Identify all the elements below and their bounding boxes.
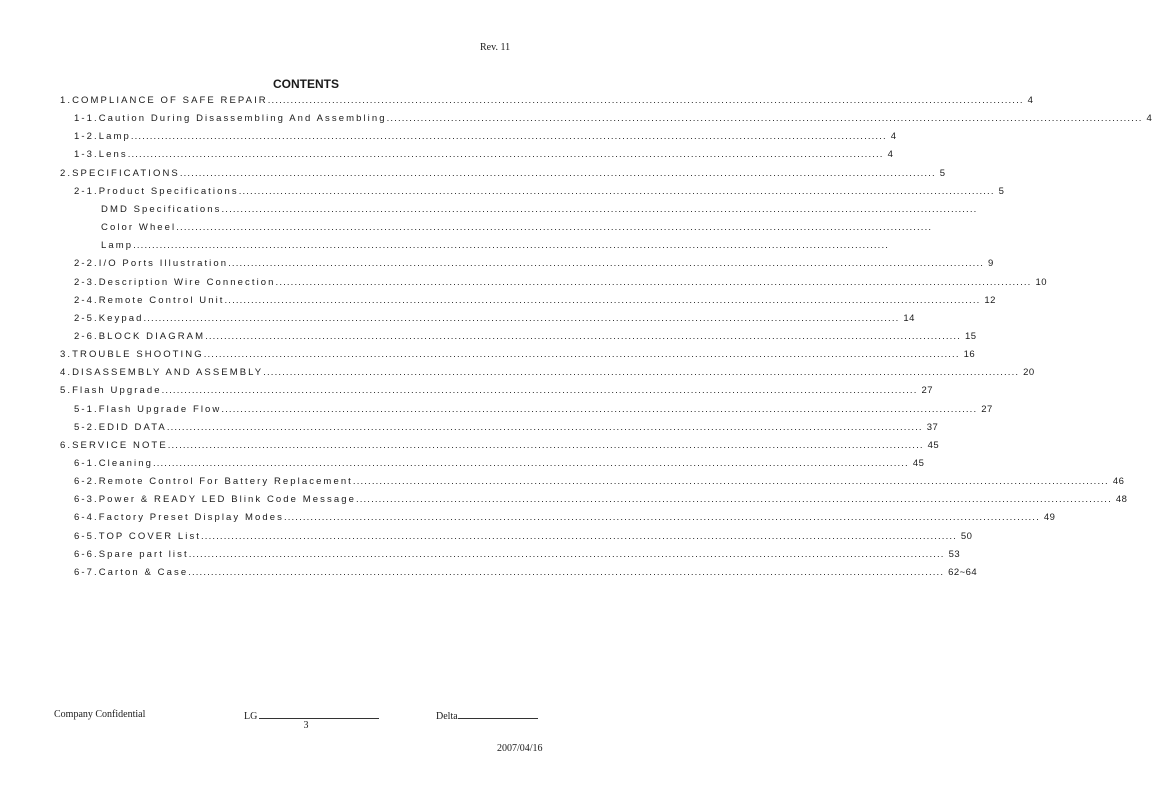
- toc-entry-page: 9: [988, 258, 994, 270]
- toc-entry: [74, 421, 939, 440]
- toc-entry-page: 15: [964, 330, 977, 342]
- toc-entry-label: 5-1.Flash Upgrade Flow: [74, 403, 222, 415]
- toc-leader-dots: ........................................................................................................................................................................................................: [238, 185, 995, 197]
- toc-entry-label: Color Wheel: [101, 222, 177, 234]
- toc-leader-dots: ........................................................................................................................................................................................................: [167, 439, 924, 451]
- toc-leader-dots: ........................................................................................................................................................................................................: [224, 294, 981, 306]
- toc-entry: [74, 494, 1128, 512]
- toc-entry-label: 2-1.Product Specifications: [74, 185, 239, 197]
- delta-signature-line: [458, 709, 538, 719]
- toc-entry-page: 4: [887, 149, 894, 161]
- toc-leader-dots: ........................................................................................................................................................................................................: [166, 421, 923, 433]
- toc-entry-label: 6-7.Carton & Case: [74, 566, 189, 578]
- toc-leader-dots: ........................................................................................................................................................................................................: [188, 548, 945, 560]
- footer-confidential: Company Confidential: [54, 709, 146, 720]
- toc-entry-label: 2-5.Keypad: [74, 312, 144, 324]
- toc-leader-dots: ........................................................................................................................................................................................................: [355, 494, 1112, 506]
- toc-entry-page: 4: [1027, 95, 1034, 106]
- toc-leader-dots: ........................................................................................................................................................................................................: [283, 512, 1040, 524]
- toc-entry-label: 5.Flash Upgrade: [60, 385, 162, 397]
- toc-leader-dots: ........................................................................................................................................................................................................: [263, 367, 1020, 379]
- toc-entry: [74, 512, 1056, 530]
- toc-entry-label: 6-4.Factory Preset Display Modes: [74, 512, 284, 524]
- toc-entry: [74, 548, 961, 567]
- toc-leader-dots: ........................................................................................................................................................................................................: [275, 276, 1032, 288]
- toc-leader-dots: ........................................................................................................................................................................................................: [203, 349, 960, 361]
- toc-entry-label: 4.DISASSEMBLY AND ASSEMBLY: [60, 367, 264, 379]
- toc-leader-dots: ........................................................................................................................................................................................................: [161, 385, 918, 397]
- toc-entry-page: 45: [927, 439, 940, 451]
- toc-leader-dots: ........................................................................................................................................................................................................: [130, 131, 887, 143]
- toc-entry: [74, 131, 897, 149]
- toc-entry-page: 50: [960, 530, 973, 542]
- toc-entry: [74, 276, 1047, 295]
- toc-entry-label: 6-3.Power & READY LED Blink Code Message: [74, 494, 356, 506]
- toc-leader-dots: ........................................................................................................................................................................................................: [152, 458, 909, 469]
- toc-leader-dots: ........................................................................................................................................................................................................: [143, 312, 900, 324]
- toc-entry-label: 1-3.Lens: [74, 149, 128, 161]
- toc-entry-label: 6-6.Spare part list: [74, 548, 189, 560]
- page-number: 3: [303, 720, 309, 731]
- footer-delta-label: Delta: [436, 711, 458, 722]
- toc-entry: [74, 566, 978, 585]
- toc-leader-dots: ........................................................................................................................................................................................................: [176, 222, 933, 234]
- toc-entry-page: 5: [939, 167, 946, 179]
- toc-entry-label: 6.SERVICE NOTE: [60, 439, 168, 451]
- toc-entry-page: 5: [998, 185, 1005, 197]
- toc-entry: [101, 240, 890, 258]
- toc-entry: [74, 185, 1005, 204]
- toc-leader-dots: ........................................................................................................................................................................................................: [228, 258, 985, 270]
- toc-entry: [74, 530, 973, 549]
- toc-entry: [60, 167, 946, 186]
- toc-entry: [60, 439, 940, 458]
- toc-entry: [74, 476, 1125, 494]
- toc-leader-dots: ........................................................................................................................................................................................................: [352, 476, 1109, 488]
- toc-entry: [74, 258, 994, 276]
- toc-entry-label: 2-6.BLOCK DIAGRAM: [74, 330, 206, 342]
- toc-entry-label: 2.SPECIFICATIONS: [60, 167, 180, 179]
- toc-entry-label: 5-2.EDID DATA: [74, 421, 167, 433]
- toc-entry: [60, 385, 934, 403]
- toc-entry: [60, 95, 1034, 113]
- toc-entry-page: 45: [912, 458, 925, 469]
- toc-entry-label: 6-5.TOP COVER List: [74, 530, 202, 542]
- toc-entry: [101, 222, 933, 240]
- toc-entry-page: 10: [1035, 276, 1047, 288]
- toc-entry-label: 2-2.I/O Ports Illustration: [74, 258, 229, 270]
- toc-entry-page: 27: [981, 403, 993, 415]
- toc-entry-label: 1.COMPLIANCE OF SAFE REPAIR: [60, 95, 268, 106]
- toc-entry: [74, 149, 894, 167]
- lg-signature-line: [259, 709, 379, 719]
- toc-entry-page: 62~64: [948, 566, 978, 578]
- toc-leader-dots: ........................................................................................................................................................................................................: [179, 167, 936, 179]
- footer-lg-label: LG: [244, 711, 258, 722]
- toc-entry: [60, 349, 976, 367]
- revision-label: Rev. 11: [480, 42, 511, 53]
- toc-entry-label: 2-4.Remote Control Unit: [74, 294, 225, 306]
- toc-leader-dots: ........................................................................................................................................................................................................: [188, 566, 945, 578]
- toc-entry: [74, 403, 993, 422]
- page-title: CONTENTS: [273, 77, 339, 91]
- toc-entry: [74, 113, 1152, 131]
- toc-leader-dots: ........................................................................................................................................................................................................: [221, 203, 978, 215]
- toc-entry: [74, 294, 996, 313]
- toc-entry-label: 6-2.Remote Control For Battery Replacement: [74, 476, 353, 488]
- toc-entry-label: 2-3.Description Wire Connection: [74, 276, 276, 288]
- toc-entry: [60, 367, 1035, 385]
- toc-entry-page: 14: [903, 312, 915, 324]
- toc-entry: [74, 458, 925, 476]
- toc-entry: [101, 203, 978, 222]
- toc-entry-page: 4: [890, 131, 897, 143]
- toc-entry-label: 3.TROUBLE SHOOTING: [60, 349, 204, 361]
- toc-entry-page: 20: [1023, 367, 1035, 379]
- toc-entry: [74, 312, 915, 331]
- toc-entry-label: DMD Specifications: [101, 203, 222, 215]
- toc-leader-dots: ........................................................................................................................................................................................................: [133, 240, 890, 252]
- toc-entry: [74, 330, 977, 349]
- toc-entry-page: 27: [921, 385, 934, 397]
- footer-date: 2007/04/16: [497, 743, 543, 754]
- toc-entry-page: 49: [1043, 512, 1056, 524]
- toc-entry-label: Lamp: [101, 240, 134, 252]
- toc-entry-label: 1-1.Caution During Disassembling And Assembling: [74, 113, 387, 125]
- toc-entry-page: 53: [948, 548, 961, 560]
- toc-entry-page: 48: [1115, 494, 1128, 506]
- toc-entry-label: 6-1.Cleaning: [74, 458, 153, 469]
- toc-leader-dots: ........................................................................................................................................................................................................: [205, 330, 961, 342]
- toc-leader-dots: ........................................................................................................................................................................................................: [127, 149, 884, 161]
- toc-entry-page: 16: [963, 349, 976, 361]
- toc-leader-dots: ........................................................................................................................................................................................................: [386, 113, 1143, 125]
- toc-leader-dots: ........................................................................................................................................................................................................: [221, 403, 978, 415]
- toc-entry-label: 1-2.Lamp: [74, 131, 131, 143]
- toc-leader-dots: ........................................................................................................................................................................................................: [267, 95, 1024, 106]
- toc-entry-page: 37: [926, 421, 939, 433]
- toc-entry-page: 46: [1112, 476, 1125, 488]
- toc-leader-dots: ........................................................................................................................................................................................................: [201, 530, 957, 542]
- toc-entry-page: 4: [1146, 113, 1152, 125]
- toc-entry-page: 12: [984, 294, 996, 306]
